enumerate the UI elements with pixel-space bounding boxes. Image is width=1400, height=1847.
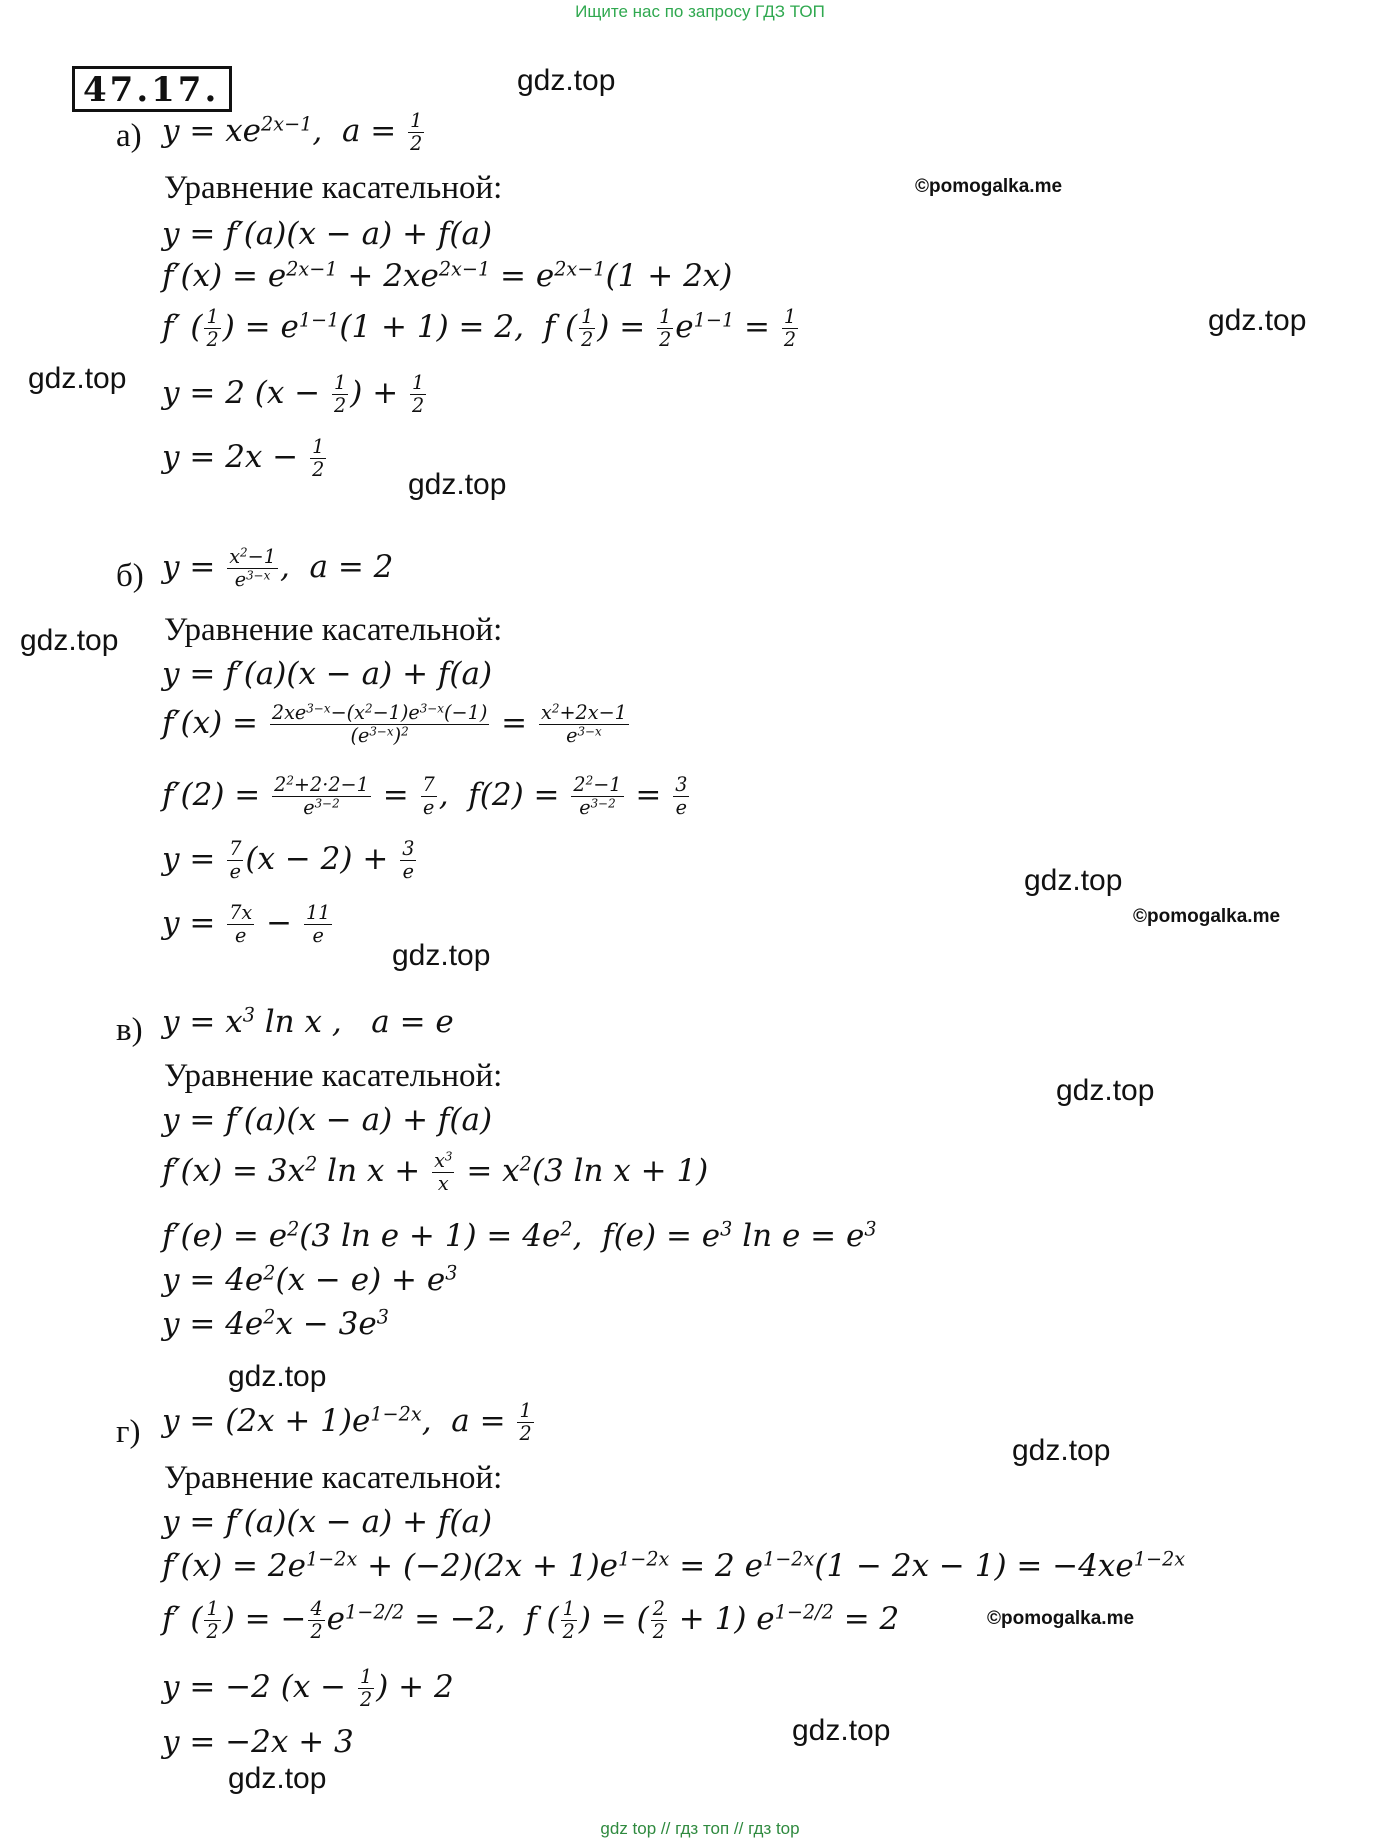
watermark-gdz: gdz.top: [1012, 1434, 1111, 1467]
part-g-tangent-formula: y = f′(a)(x − a) + f(a): [162, 1504, 493, 1540]
top-banner[interactable]: Ищите нас по запросу ГДЗ ТОП: [575, 2, 825, 21]
footer-links[interactable]: gdz top // гдз топ // гдз top: [600, 1819, 800, 1838]
watermark-pomogalka: ©pomogalka.me: [915, 176, 1063, 197]
part-a-tangent-formula: y = f′(a)(x − a) + f(a): [162, 216, 493, 252]
part-v-tangent-formula: y = f′(a)(x − a) + f(a): [162, 1102, 493, 1138]
part-v-derivative: $f'(x) = 3x^2$ ln x + $\frac{x^3}{x}$ = $x^2(3$ ln x + 1): [162, 1149, 709, 1196]
part-b-derivative: f′(x) = $\frac{2xe^{3-x}-(x^2-1)e^{3-x}(-1)}{(e^{3-x})^2}$ = $\frac{x^2+2x-1}{e^{3-x}}$: [162, 701, 627, 748]
watermark-pomogalka: ©pomogalka.me: [1133, 906, 1281, 927]
part-a-substitution: y = 2 (x − $\frac{1}{2}$ ) + $\frac{1}{2}$: [162, 371, 425, 418]
part-b-tangent-formula: y = f′(a)(x − a) + f(a): [162, 656, 493, 692]
part-a-label: а): [116, 118, 142, 154]
part-g-tangent-heading: Уравнение касательной:: [164, 1460, 503, 1496]
problem-number: 47.17.: [72, 66, 232, 112]
part-b-label: б): [116, 558, 144, 594]
part-a-derivative: $f'(x) = e^{2x-1} + 2xe^{2x-1} = e^{2x-1}(1 + 2x)$: [162, 257, 733, 294]
watermark-gdz: gdz.top: [1056, 1074, 1155, 1107]
part-v-substitution: $y = 4e^2(x - e) + e^3$: [162, 1261, 458, 1298]
watermark-gdz: gdz.top: [228, 1360, 327, 1393]
part-v-answer: $y = 4e^2x - 3e^3$: [162, 1305, 389, 1342]
watermark-gdz: gdz.top: [28, 362, 127, 395]
watermark-gdz: gdz.top: [1024, 864, 1123, 897]
part-b-answer: y = $\frac{7x}{e}$ − $\frac{11}{e}$: [162, 901, 331, 948]
part-a-answer: y = 2x − $\frac{1}{2}$: [162, 435, 325, 482]
part-v-values: $f'(e) = e^2(3$ $\ln e + 1) = 4e^2$, $f(e) = e^3$ $\ln e = e^3$: [162, 1217, 877, 1254]
part-g-values: f′ ( $\frac{1}{2}$ ) = − $\frac{4}{2}$ $e^{1-2/2} = -2$, f ( $\frac{1}{2}$ ) = ( $\frac{2}{2}$ + 1) $e^{1-2/2} = 2$: [162, 1597, 900, 1644]
part-g-function: $y = (2x + 1)e^{1-2x}$, a = $\frac{1}{2}$: [162, 1399, 532, 1446]
part-b-function: y = $\frac{x^2-1}{e^{3-x}}$ , a = 2: [162, 545, 394, 592]
watermark-gdz: gdz.top: [517, 64, 616, 97]
watermark-gdz: gdz.top: [20, 624, 119, 657]
part-a-tangent-heading: Уравнение касательной:: [164, 170, 503, 206]
part-v-tangent-heading: Уравнение касательной:: [164, 1058, 503, 1094]
watermark-gdz: gdz.top: [1208, 304, 1307, 337]
part-g-label: г): [116, 1414, 141, 1450]
part-v-function: $y = x^3$ ln x , a = e: [162, 1003, 454, 1040]
part-b-tangent-heading: Уравнение касательной:: [164, 612, 503, 648]
watermark-gdz: gdz.top: [792, 1714, 891, 1747]
part-g-substitution: y = −2 (x − $\frac{1}{2}$ ) + 2: [162, 1665, 454, 1712]
part-b-substitution: y = $\frac{7}{e}$ (x − 2) + $\frac{3}{e}$: [162, 837, 415, 884]
part-a-values: f′ ( $\frac{1}{2}$ ) = $e^{1-1}(1 + 1) = 2$, f ( $\frac{1}{2}$ ) = $\frac{1}{2}$ $e^{1-1}$ = $\frac{1}{2}$: [162, 305, 797, 352]
watermark-gdz: gdz.top: [408, 468, 507, 501]
part-b-values: f′(2) = $\frac{2^2+2\cdot 2-1}{e^{3-2}}$ = $\frac{7}{e}$ , f(2) = $\frac{2^2-1}{e^{3-2}}$ = $\frac{3}{e}$: [162, 773, 688, 820]
part-g-derivative: $f'(x) = 2e^{1-2x} + (-2)(2x + 1)e^{1-2x} = 2$ $e^{1-2x}(1 - 2x - 1) = -4xe^{1-2x}$: [162, 1547, 1186, 1584]
part-v-label: в): [116, 1012, 143, 1048]
part-g-answer: y = −2x + 3: [162, 1724, 354, 1760]
watermark-gdz: gdz.top: [228, 1762, 327, 1795]
watermark-gdz: gdz.top: [392, 939, 491, 972]
part-a-function: $y = xe^{2x-1}$, a = $\frac{1}{2}$: [162, 109, 423, 156]
watermark-pomogalka: ©pomogalka.me: [987, 1608, 1135, 1629]
